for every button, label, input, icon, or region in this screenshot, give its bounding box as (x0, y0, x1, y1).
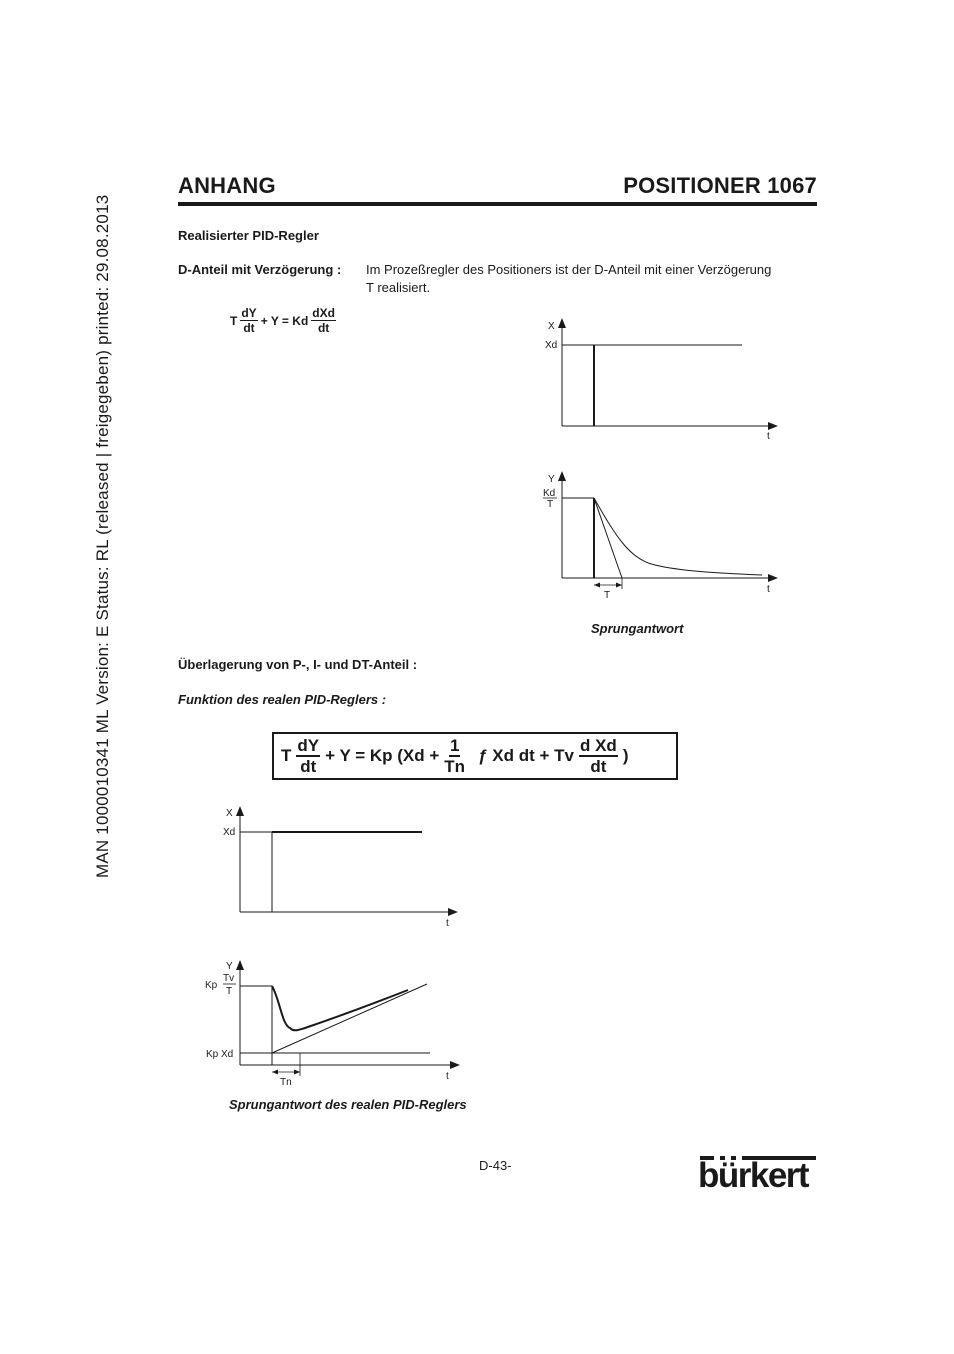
y-axis-arrow (558, 471, 566, 481)
chart4-tv-num: Tv (223, 973, 235, 984)
x-axis-arrow (448, 908, 458, 916)
x-axis-arrow (768, 574, 778, 582)
x-axis-arrow (450, 1061, 460, 1069)
chart2-y-label: Y (548, 474, 555, 485)
pid-response-curve (272, 986, 408, 1030)
section-title: Realisierter PID-Regler (178, 228, 319, 243)
chart2-level-num: Kd (543, 488, 556, 499)
page-number: D-43- (479, 1158, 512, 1173)
d-anteil-text-line2: T realisiert. (366, 280, 431, 295)
formula-real-pid (272, 732, 678, 780)
formula1-num2: dXd (312, 306, 335, 320)
d-anteil-label: D-Anteil mit Verzögerung : (178, 262, 342, 277)
logo-wordmark: bürkert (698, 1156, 809, 1195)
chart2-level-den: T (547, 499, 554, 510)
x-axis-arrow (768, 422, 778, 430)
y-axis-arrow (236, 806, 244, 816)
formula2-end: ) (622, 746, 629, 765)
caption-real-pid: Sprungantwort des realen PID-Reglers (229, 1097, 467, 1112)
formula2-frac1 (296, 737, 320, 775)
header-rule (178, 202, 817, 206)
tangent-line (594, 498, 622, 578)
y-axis-arrow (236, 960, 244, 970)
burkert-logo (698, 1150, 820, 1196)
tn-dim-arrow-right (294, 1070, 300, 1075)
formula1-num1: dY (241, 306, 257, 320)
function-title: Funktion des realen PID-Reglers : (178, 692, 387, 707)
tn-dim-arrow-left (272, 1070, 278, 1075)
chart2-t-label: T (604, 590, 611, 601)
chart3-x-label: t (446, 918, 449, 929)
formula1-frac1 (240, 307, 257, 334)
formula2-mid2: ƒ Xd dt + Tv (478, 746, 574, 765)
header-left-title: ANHANG (178, 173, 276, 198)
formula2-frac2 (444, 737, 465, 775)
formula1-den1: dt (243, 321, 255, 335)
chart-y-pid-response (190, 950, 470, 1090)
formula2-t: T (281, 746, 292, 765)
formula2-frac3 (579, 737, 618, 775)
t-dim-arrow-left (594, 583, 600, 588)
caption-sprungantwort: Sprungantwort (591, 621, 684, 636)
formula2-den1: dt (300, 757, 317, 776)
chart4-y-label: Y (226, 961, 233, 972)
chart-y-dt-response (530, 465, 790, 605)
chart1-x-label: t (767, 431, 770, 442)
chart3-y-label: X (226, 808, 233, 819)
formula1-t: T (230, 313, 238, 328)
formula2-num2: 1 (449, 736, 460, 755)
chart4-kp-label: Kp (205, 980, 218, 991)
chart4-x-label: t (446, 1071, 449, 1082)
formula-d-part (230, 307, 336, 334)
decay-curve (594, 498, 762, 575)
header-right-title: POSITIONER 1067 (623, 173, 817, 198)
formula2-den2: Tn (444, 757, 466, 776)
chart-x-step-2 (208, 800, 468, 935)
formula2-den3: dt (590, 757, 607, 776)
chart1-level-label: Xd (545, 340, 558, 351)
chart4-tn-label: Tn (280, 1077, 292, 1088)
t-dim-arrow-right (616, 583, 622, 588)
formula2-mid1: + Y = Kp (Xd + (325, 746, 440, 765)
chart3-level-label: Xd (223, 827, 236, 838)
y-axis-arrow (558, 318, 566, 328)
formula1-mid: + Y = Kd (260, 313, 309, 328)
formula2-num3: d Xd (579, 736, 617, 755)
superposition-title: Überlagerung von P-, I- und DT-Anteil : (178, 657, 418, 672)
chart1-y-label: X (548, 321, 555, 332)
chart2-x-label: t (767, 584, 770, 595)
chart4-tv-den: T (226, 986, 233, 997)
integral-asymptote (272, 984, 427, 1053)
formula2-num1: dY (297, 736, 320, 755)
print-status-sidebar: MAN 1000010341 ML Version: E Status: RL (released | freigegeben) printed: 29.08.2013 (93, 194, 112, 878)
chart4-kpxd-label: Kp Xd (206, 1049, 234, 1060)
formula1-den2: dt (317, 321, 330, 335)
d-anteil-text-line1: Im Prozeßregler des Positioners ist der D-Anteil mit einer Verzögerung (366, 262, 772, 277)
formula1-frac2 (311, 307, 336, 334)
chart-x-step-1 (530, 312, 790, 447)
